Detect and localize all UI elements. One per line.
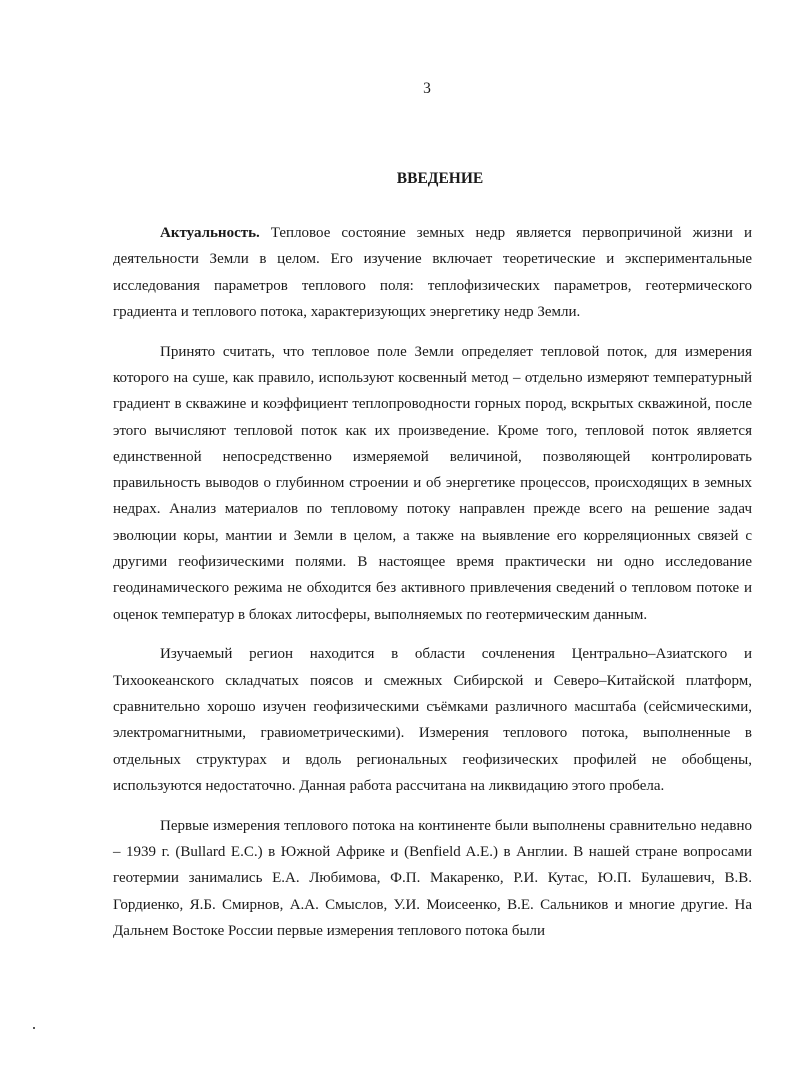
section-heading: ВВЕДЕНИЕ: [396, 170, 484, 187]
body-text: [113, 220, 752, 944]
paragraph-region: Изучаемый регион находится в области сочленения Центрально–Азиатского и Тихоокеанского складчатых поясов и смежных Сибирской и Северо–Китайской платформ, сравнительно хорошо изучен геофизическими съёмками различного масштаба (сейсмическими, электромагнитными, гравиометрическими). Измерения теплового потока, выполненные в отдельных структурах и вдоль региональных геофизических профилей не обобщены, используются недостаточно. Данная работа рассчитана на ликвидацию этого пробела.: [113, 646, 752, 794]
paragraph-relevance: [113, 220, 752, 325]
paragraph-lead: Актуальность.: [160, 225, 260, 241]
page-number: 3: [423, 80, 431, 97]
paragraph-history: Первые измерения теплового потока на континенте были выполнены сравнительно недавно – 1939 г. (Bullard E.C.) в Южной Африке и (Benfield A.E.) в Англии. В нашей стране вопросами геотермии занимались Е.А. Любимова, Ф.П. Макаренко, Р.И. Кутас, Ю.П. Булашевич, В.В. Гордиенко, Я.Б. Смирнов, А.А. Смыслов, У.И. Моисеенко, В.Е. Сальников и многие другие. На Дальнем Востоке России первые измерения теплового потока были: [113, 817, 752, 939]
scan-speck: [33, 1027, 35, 1029]
paragraph-text: Тепловое состояние земных недр является первопричиной жизни и деятельности Земли в целом. Его изучение включает теоретические и экспериментальные исследования параметров теплового поля: теплофизических параметров, геотермического градиента и теплового потока, характеризующих энергетику недр Земли.: [113, 225, 752, 320]
paragraph-heat-flow: Принято считать, что тепловое поле Земли определяет тепловой поток, для измерения которого на суше, как правило, используют косвенный метод – отдельно измеряют температурный градиент в скважине и коэффициент теплопроводности горных пород, вскрытых скважиной, после этого вычисляют тепловой поток как их произведение. Кроме того, тепловой поток является единственной непосредственно измеряемой величиной, позволяющей контролировать правильность выводов о глубинном строении и об энергетике процессов, происходящих в земных недрах. Анализ материалов по тепловому потоку направлен прежде всего на решение задач эволюции коры, мантии и Земли в целом, а также на выявление его корреляционных связей с другими геофизическими полями. В настоящее время практически ни одно исследование геодинамического режима не обходится без активного привлечения сведений о тепловом потоке и оценок температур в блоках литосферы, выполняемых по геотермическим данным.: [113, 343, 752, 623]
